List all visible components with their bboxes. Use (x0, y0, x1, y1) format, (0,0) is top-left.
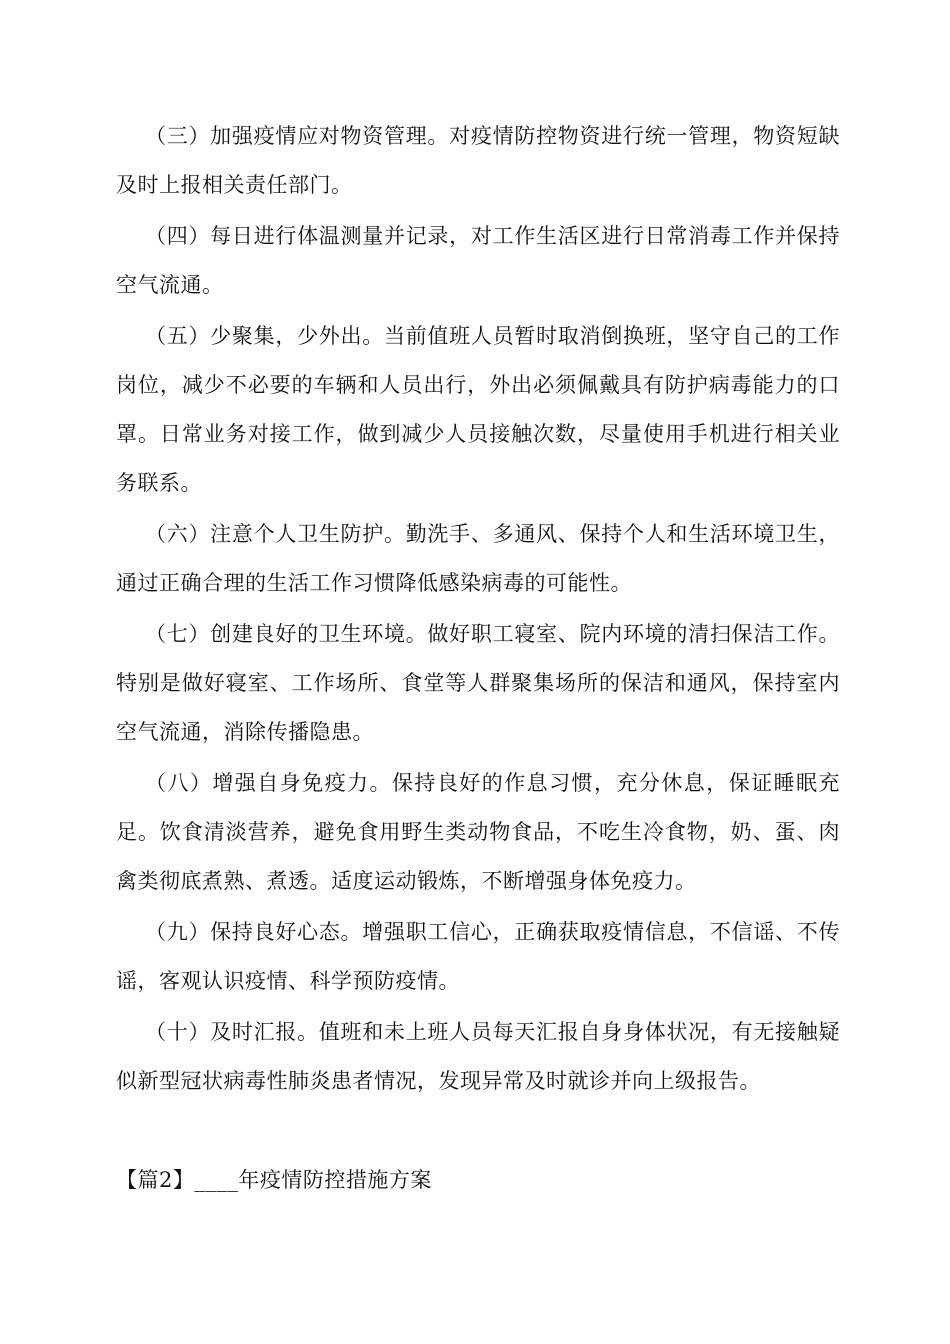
paragraph-item-6: （六）注意个人卫生防护。勤洗手、多通风、保持个人和生活环境卫生，通过正确合理的生活工作习惯降低感染病毒的可能性。 (116, 522, 840, 595)
paragraph-item-10: （十）及时汇报。值班和未上班人员每天汇报自身身体状况，有无接触疑似新型冠状病毒性肺炎患者情况，发现异常及时就诊并向上级报告。 (116, 1020, 840, 1093)
paragraph-item-5: （五）少聚集，少外出。当前值班人员暂时取消倒换班，坚守自己的工作岗位，减少不必要的车辆和人员出行，外出必须佩戴具有防护病毒能力的口罩。日常业务对接工作，做到减少人员接触次数，尽量使用手机进行相关业务联系。 (116, 324, 840, 495)
paragraph-item-7: （七）创建良好的卫生环境。做好职工寝室、院内环境的清扫保洁工作。特别是做好寝室、工作场所、食堂等人群聚集场所的保洁和通风，保持室内空气流通，消除传播隐患。 (116, 622, 840, 744)
paragraph-item-4: （四）每日进行体温测量并记录，对工作生活区进行日常消毒工作并保持空气流通。 (116, 224, 840, 297)
paragraph-item-3: （三）加强疫情应对物资管理。对疫情防控物资进行统一管理，物资短缺及时上报相关责任部门。 (116, 124, 840, 197)
paragraph-item-8: （八）增强自身免疫力。保持良好的作息习惯，充分休息，保证睡眠充足。饮食清淡营养，避免食用野生类动物食品，不吃生冷食物，奶、蛋、肉禽类彻底煮熟、煮透。适度运动锻炼，不断增强身体免疫力。 (116, 771, 840, 893)
document-body (116, 112, 840, 1108)
paragraph-item-9: （九）保持良好心态。增强职工信心，正确获取疫情信息，不信谣、不传谣，客观认识疫情、科学预防疫情。 (116, 920, 840, 993)
section-heading: 【篇2】____年疫情防控措施方案 (116, 1168, 432, 1192)
